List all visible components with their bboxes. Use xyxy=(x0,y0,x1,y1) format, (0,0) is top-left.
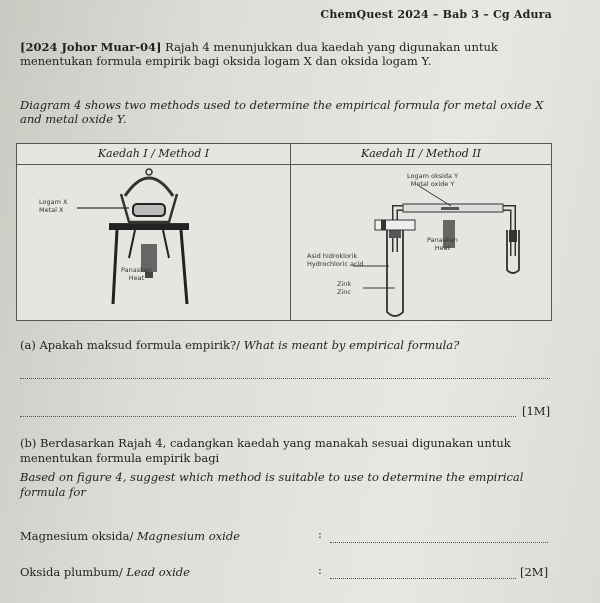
label-metal-x: Logam X Metal X xyxy=(39,198,68,214)
page-header: ChemQuest 2024 – Bab 3 – Cg Adura xyxy=(320,8,552,21)
label-hydrochloric-acid: Asid hidroklorik Hydrochloric acid xyxy=(307,252,364,268)
label-heat-1: Panaskan Heat xyxy=(121,266,152,282)
answer-line-a2[interactable] xyxy=(20,416,516,417)
method1-apparatus xyxy=(17,164,290,320)
method2-header: Kaedah II / Method II xyxy=(291,144,551,165)
diagram-table xyxy=(16,143,552,321)
question-intro xyxy=(20,40,565,68)
question-tag: [2024 Johor Muar-04] xyxy=(20,40,162,54)
mark-b: [2M] xyxy=(520,565,549,579)
question-a: (a) Apakah maksud formula empirik?/ What is meant by empirical formula? xyxy=(20,338,460,352)
answer-line-b2[interactable] xyxy=(330,578,516,579)
answer-line-b1[interactable] xyxy=(330,542,548,543)
label-metal-oxide-y: Logam oksida Y Metal oxide Y xyxy=(407,172,459,188)
colon-1: : xyxy=(318,527,322,541)
method1-header: Kaedah I / Method I xyxy=(17,144,291,165)
row-lead-oxide: Oksida plumbum/ Lead oxide xyxy=(20,565,190,579)
row-magnesium-oxide: Magnesium oksida/ Magnesium oxide xyxy=(20,529,240,543)
question-text-ms: Rajah 4 menunjukkan dua kaedah yang digunakan untuk menentukan formula empirik bagi oksida logam X dan oksida logam Y. xyxy=(20,40,498,68)
question-text-en: Diagram 4 shows two methods used to determine the empirical formula for metal oxide X and metal oxide Y. xyxy=(20,98,544,126)
question-b-en: Based on figure 4, suggest which method is suitable to use to determine the empirical formula for xyxy=(20,470,524,499)
colon-2: : xyxy=(318,563,322,577)
question-b-ms: (b) Berdasarkan Rajah 4, cadangkan kaedah yang manakah sesuai digunakan untuk menentukan formula empirik bagi xyxy=(20,436,511,465)
answer-line-a1[interactable] xyxy=(20,378,550,379)
mark-a: [1M] xyxy=(522,404,551,418)
label-heat-2: Panaskan Heat xyxy=(427,236,458,252)
label-zinc: Zink Zinc xyxy=(337,280,352,296)
